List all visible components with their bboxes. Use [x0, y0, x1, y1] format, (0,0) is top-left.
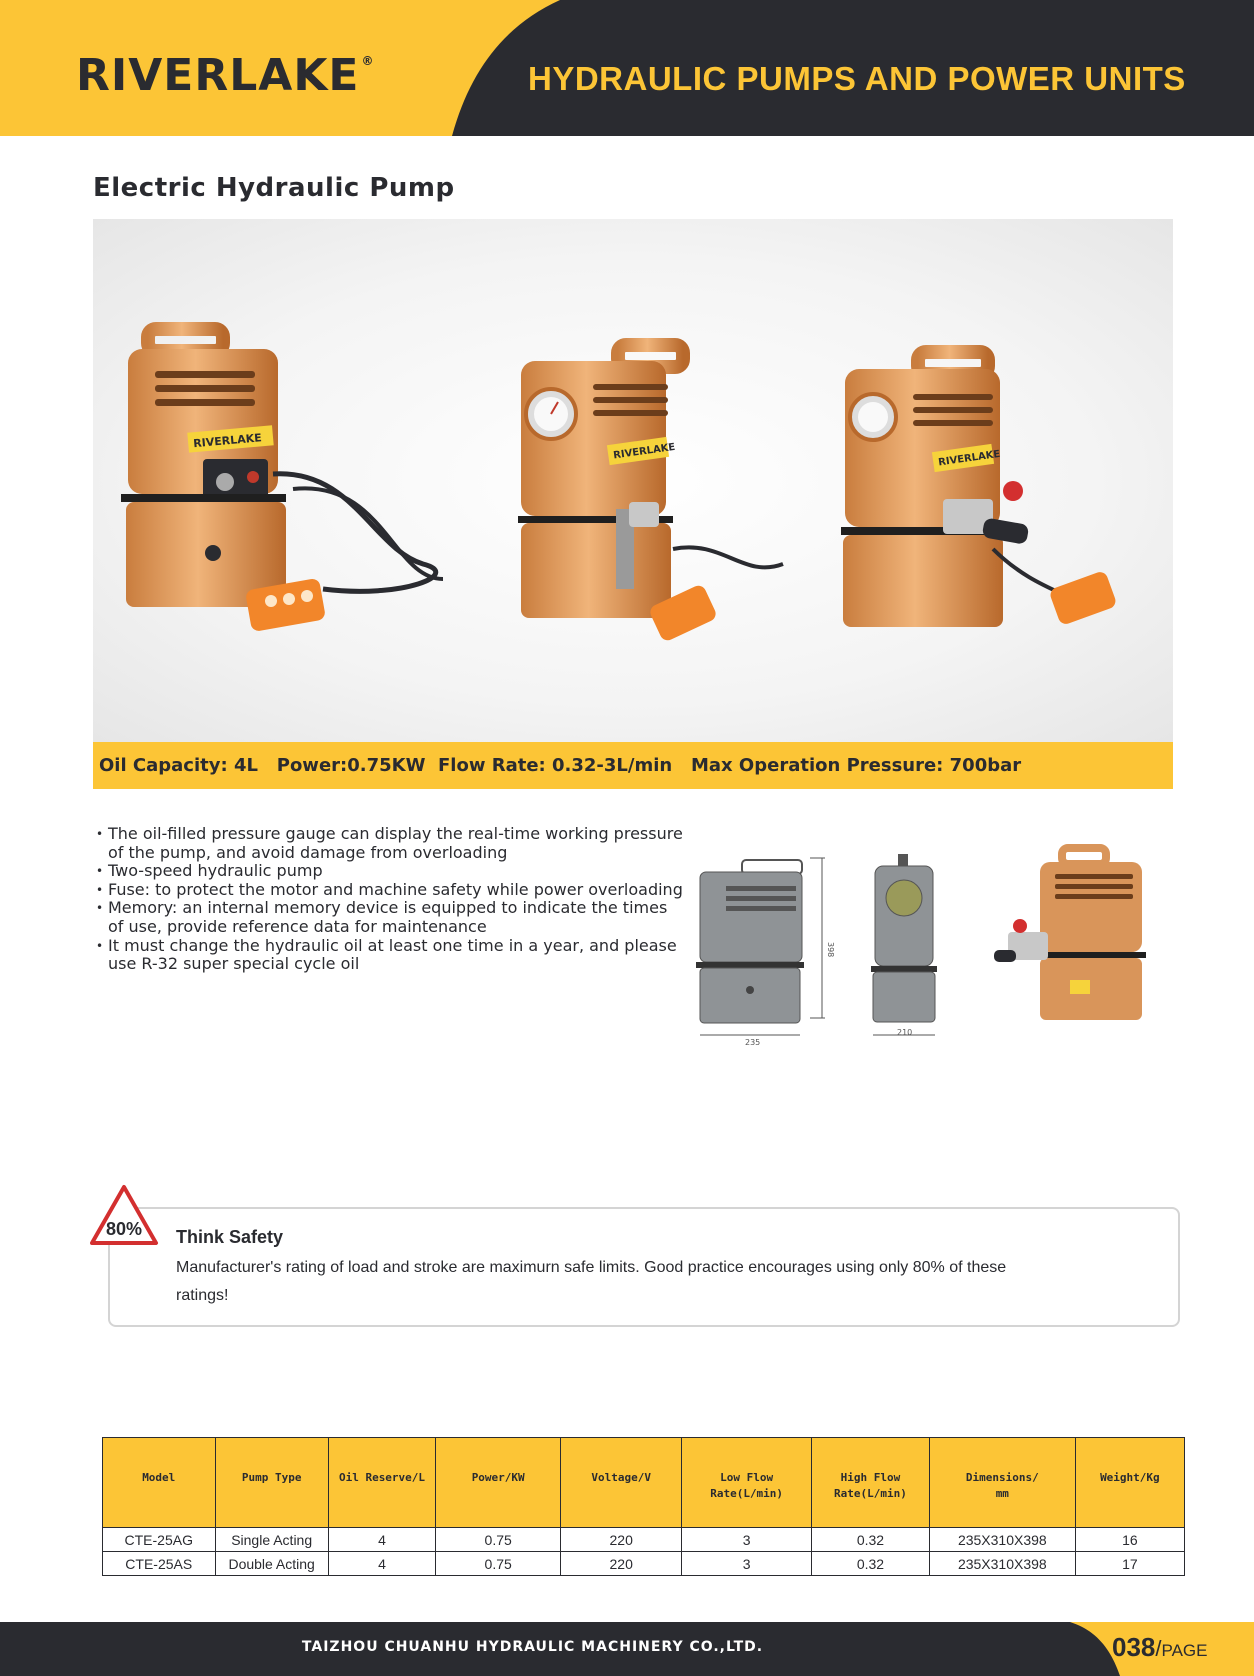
safety-title: Think Safety	[176, 1227, 284, 1247]
column-header: Low Flow Rate(L/min)	[682, 1438, 812, 1528]
column-header: Dimensions/ mm	[929, 1438, 1075, 1528]
feature-item: • It must change the hydraulic oil at least one time in a year, and please use R-32 super special cycle oil	[96, 937, 686, 974]
product-photo	[93, 219, 1173, 742]
brand-logo: RIVERLAKE ®	[76, 50, 375, 101]
table-cell: 16	[1075, 1528, 1184, 1552]
table-cell: 4	[328, 1528, 435, 1552]
spec-bar	[93, 742, 1173, 789]
spec-table	[102, 1437, 1185, 1576]
table-cell: CTE-25AS	[103, 1552, 216, 1576]
table-cell: 0.32	[812, 1528, 930, 1552]
pump-image-3	[841, 352, 1118, 627]
pump-image-2	[518, 345, 783, 643]
depth-dimension: 210	[897, 1028, 913, 1037]
page-number: 038/PAGE	[1112, 1632, 1208, 1662]
spec-flow-rate: Flow Rate: 0.32-3L/min	[437, 755, 673, 776]
table-cell: CTE-25AG	[103, 1528, 216, 1552]
table-cell: 4	[328, 1552, 435, 1576]
table-cell: 0.75	[436, 1552, 561, 1576]
warning-triangle-icon	[88, 1183, 160, 1247]
safety-text: Manufacturer's rating of load and stroke are maximurn safe limits. Good practice encourages using only 80% of these ratings!	[176, 1259, 1007, 1304]
feature-list	[96, 825, 686, 974]
feature-item: • The oil-filled pressure gauge can display the real-time working pressure of the pump, and avoid damage from overloading	[96, 825, 686, 862]
table-cell: 3	[682, 1528, 812, 1552]
table-cell: 0.32	[812, 1552, 930, 1576]
header-title: HYDRAULIC PUMPS AND POWER UNITS	[528, 60, 1186, 97]
feature-item: • Two-speed hydraulic pump	[96, 862, 686, 881]
page-footer	[0, 1622, 1254, 1676]
safety-badge: 80%	[105, 1219, 143, 1239]
column-header: Model	[103, 1438, 216, 1528]
spec-power: Power:0.75KW	[276, 755, 426, 776]
pump-image-1	[121, 329, 443, 632]
section-title: Electric Hydraulic Pump	[93, 173, 455, 203]
svg-text:RIVERLAKE: RIVERLAKE	[612, 441, 677, 462]
column-header: Pump Type	[215, 1438, 328, 1528]
spec-oil-capacity: Oil Capacity: 4L	[99, 755, 258, 776]
table-cell: 17	[1075, 1552, 1184, 1576]
footer-company: TAIZHOU CHUANHU HYDRAULIC MACHINERY CO.,LTD.	[301, 1639, 764, 1655]
column-header: Power/KW	[436, 1438, 561, 1528]
page-header	[0, 0, 1254, 136]
table-row	[103, 1528, 1185, 1552]
table-cell: 220	[561, 1552, 682, 1576]
dimension-diagram	[690, 840, 1190, 1070]
front-view-drawing	[871, 854, 937, 1037]
table-cell: Double Acting	[215, 1552, 328, 1576]
table-cell: 235X310X398	[929, 1528, 1075, 1552]
height-dimension: 398	[826, 942, 835, 958]
spec-max-pressure: Max Operation Pressure: 700bar	[691, 755, 1022, 776]
pump-image-4	[994, 848, 1146, 1020]
feature-item: • Memory: an internal memory device is equipped to indicate the times of use, provide reference data for maintenance	[96, 899, 686, 936]
width-dimension: 235	[745, 1038, 761, 1047]
svg-text:RIVERLAKE: RIVERLAKE	[937, 448, 1002, 469]
side-view-drawing	[696, 858, 835, 1047]
table-header-row	[103, 1438, 1185, 1528]
column-header: Voltage/V	[561, 1438, 682, 1528]
table-row	[103, 1552, 1185, 1576]
table-cell: Single Acting	[215, 1528, 328, 1552]
column-header: Weight/Kg	[1075, 1438, 1184, 1528]
table-cell: 235X310X398	[929, 1552, 1075, 1576]
feature-item: • Fuse: to protect the motor and machine safety while power overloading	[96, 881, 686, 900]
svg-text:RIVERLAKE: RIVERLAKE	[192, 431, 263, 451]
column-header: High Flow Rate(L/min)	[812, 1438, 930, 1528]
table-cell: 220	[561, 1528, 682, 1552]
table-cell: 3	[682, 1552, 812, 1576]
table-cell: 0.75	[436, 1528, 561, 1552]
column-header: Oil Reserve/L	[328, 1438, 435, 1528]
